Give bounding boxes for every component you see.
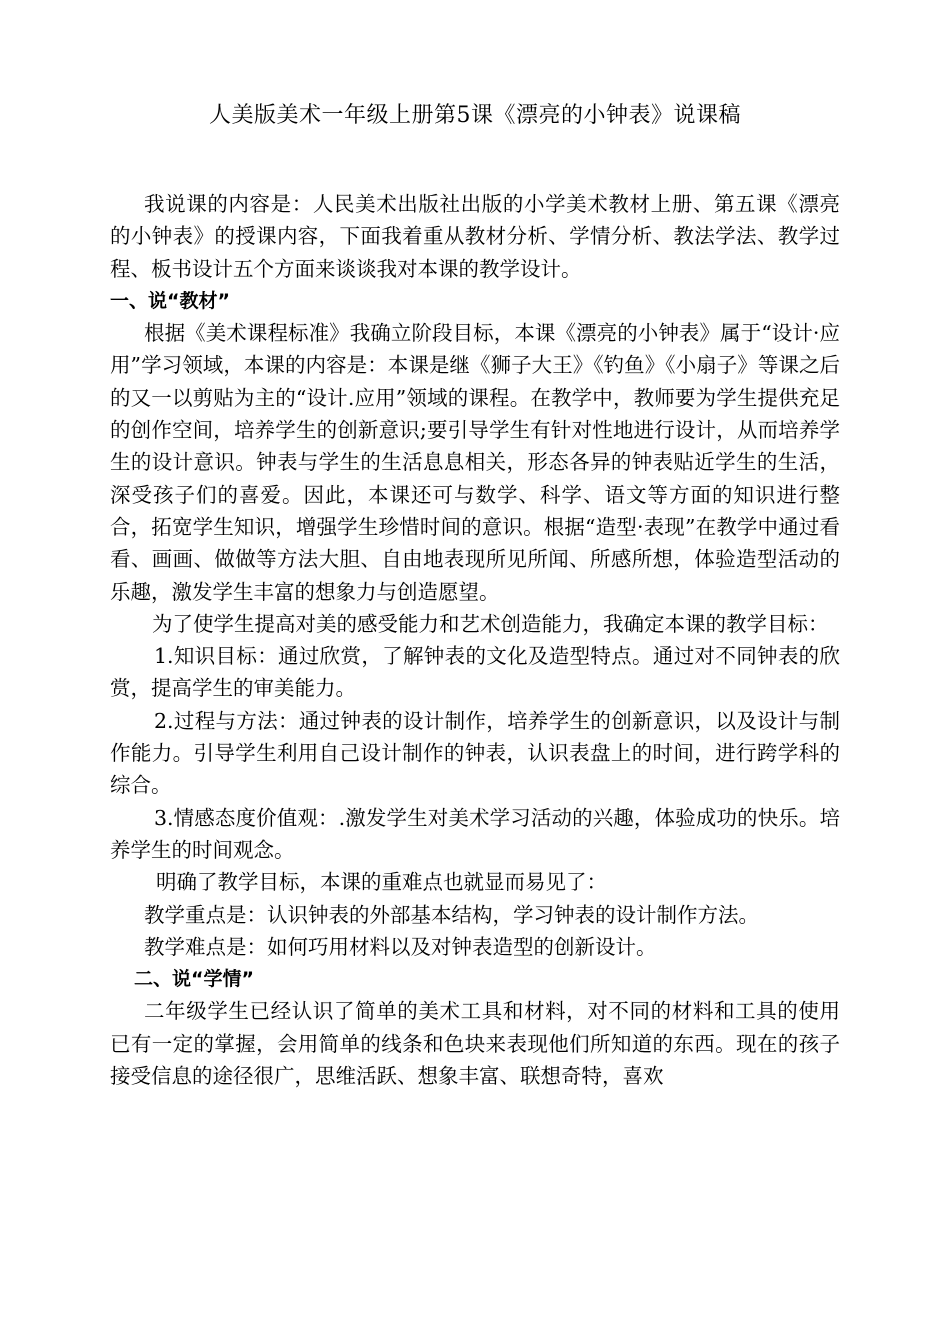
section-heading-students: 二、说“学情” bbox=[134, 968, 254, 991]
key-point: 教学重点是：认识钟表的外部基本结构，学习钟表的设计制作方法。 bbox=[144, 902, 759, 927]
key-points-intro: 明确了教学目标，本课的重难点也就显而易见了： bbox=[156, 870, 607, 895]
goal-knowledge: 1.知识目标：通过欣赏，了解钟表的文化及造型特点。通过对不同钟表的欣赏，提高学生的审美能力。 bbox=[110, 644, 840, 701]
document-body bbox=[110, 188, 840, 1092]
goals-intro-paragraph: 为了使学生提高对美的感受能力和艺术创造能力，我确定本课的教学目标： bbox=[152, 611, 829, 636]
document-title: 人美版美术一年级上册第5课《漂亮的小钟表》说课稿 bbox=[209, 103, 741, 128]
materials-paragraph: 根据《美术课程标准》我确立阶段目标，本课《漂亮的小钟表》属于“设计·应用”学习领域，本课的内容是：本课是继《狮子大王》《钓鱼》《小扇子》等课之后的又一以剪贴为主的“设计.应用”领域的课程。在教学中，教师要为学生提供充足的创作空间，培养学生的创新意识;要引导学生有针对性地进行设计，从而培养学生的设计意识。钟表与学生的生活息息相关，形态各异的钟表贴近学生的生活，深受孩子们的喜爱。因此，本课还可与数学、科学、语文等方面的知识进行整合，拓宽学生知识，增强学生珍惜时间的意识。根据“造型·表现”在教学中通过看看、画画、做做等方法大胆、自由地表现所见所闻、所感所想，体验造型活动的乐趣，激发学生丰富的想象力与创造愿望。 bbox=[110, 321, 840, 604]
goal-attitude: 3.情感态度价值观：.激发学生对美术学习活动的兴趣，体验成功的快乐。培养学生的时间观念。 bbox=[110, 805, 840, 862]
section-heading-materials: 一、说“教材” bbox=[110, 289, 230, 312]
students-paragraph: 二年级学生已经认识了简单的美术工具和材料，对不同的材料和工具的使用已有一定的掌握，会用简单的线条和色块来表现他们所知道的东西。现在的孩子接受信息的途径很广，思维活跃、想象丰富、联想奇特，喜欢 bbox=[110, 999, 840, 1089]
difficult-point: 教学难点是：如何巧用材料以及对钟表造型的创新设计。 bbox=[144, 934, 657, 959]
intro-paragraph: 我说课的内容是：人民美术出版社出版的小学美术教材上册、第五课《漂亮的小钟表》的授课内容，下面我着重从教材分析、学情分析、教法学法、教学过程、板书设计五个方面来谈谈我对本课的教学设计。 bbox=[110, 192, 840, 281]
goal-process: 2.过程与方法：通过钟表的设计制作，培养学生的创新意识，以及设计与制作能力。引导学生利用自己设计制作的钟表，认识表盘上的时间，进行跨学科的综合。 bbox=[110, 708, 840, 798]
